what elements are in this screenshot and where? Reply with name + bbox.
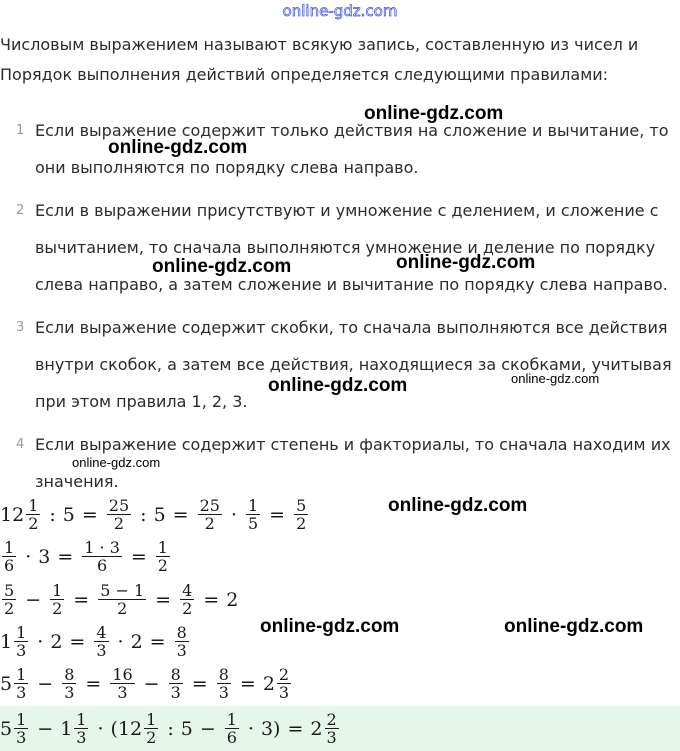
numerator: 8 [218, 665, 229, 684]
equals: = [57, 545, 74, 568]
number: 5 [153, 503, 166, 526]
denominator: 3 [16, 683, 27, 702]
operator: · [97, 717, 104, 740]
number: 2 [226, 588, 239, 611]
denominator: 2 [182, 599, 193, 618]
fraction [277, 666, 291, 701]
watermark: online-gdz.com [504, 616, 644, 637]
numerator: 5 [296, 496, 307, 515]
math-line-1 [0, 497, 310, 532]
rule-text: Если в выражении присутствуют и умножение с делением, и сложение с вычитанием, то сначала выполняются умножение и деление по порядку слева направо, а затем сложение и вычитание по порядку слева направо. [35, 201, 668, 294]
numerator: 8 [176, 623, 187, 642]
numerator: 1 [4, 538, 15, 557]
numerator: 2 [278, 665, 290, 684]
equals: = [269, 503, 286, 526]
rule-number: 2 [16, 203, 25, 218]
denominator: 6 [226, 728, 237, 747]
numerator: 1 [146, 710, 157, 729]
denominator: 2 [157, 556, 168, 575]
denominator: 6 [96, 556, 108, 575]
fraction [14, 624, 28, 659]
denominator: 2 [296, 514, 307, 533]
numerator: 8 [170, 665, 181, 684]
denominator: 3 [16, 641, 27, 660]
fraction [246, 497, 260, 532]
numerator: 16 [112, 665, 133, 684]
denominator: 2 [52, 599, 63, 618]
denominator: 3 [170, 683, 181, 702]
numerator: 1 [226, 710, 237, 729]
denominator: 3 [16, 728, 27, 747]
fraction [198, 497, 222, 532]
numerator: 5 [4, 581, 15, 600]
fraction [14, 711, 28, 746]
mixed-whole: 2 [310, 717, 323, 740]
operator: : [140, 503, 147, 526]
site-title[interactable]: online-gdz.com [282, 2, 398, 20]
fraction [2, 582, 16, 617]
mixed-whole: 1 [0, 630, 13, 653]
fraction [180, 582, 194, 617]
denominator: 3 [278, 683, 290, 702]
equals: = [239, 672, 256, 695]
equals: = [203, 588, 220, 611]
fraction [294, 497, 308, 532]
operator: · [37, 630, 44, 653]
equals: = [155, 588, 172, 611]
operator: − [25, 588, 42, 611]
rule-text: Если выражение содержит степень и факториалы, то сначала находим их значения. [35, 435, 671, 491]
denominator: 3 [218, 683, 229, 702]
numerator: 5 − 1 [100, 581, 145, 600]
denominator: 3 [176, 641, 187, 660]
denominator: 5 [247, 514, 259, 533]
numerator: 1 [157, 538, 168, 557]
operator: − [37, 717, 54, 740]
fraction [325, 711, 339, 746]
math-line-3 [0, 582, 238, 617]
fraction [62, 666, 76, 701]
rule-number: 1 [16, 123, 25, 138]
operator: − [37, 672, 54, 695]
rule-number: 3 [16, 320, 25, 335]
number: 2 [50, 630, 63, 653]
watermark: online-gdz.com [388, 495, 528, 516]
math-line-2 [0, 539, 172, 574]
watermark: online-gdz.com [268, 375, 408, 396]
watermark: online-gdz.com [108, 137, 248, 158]
fraction [74, 711, 88, 746]
watermark: online-gdz.com [511, 371, 600, 386]
numerator: 25 [108, 496, 130, 515]
denominator: 6 [4, 556, 15, 575]
number: 3) [260, 717, 281, 740]
denominator: 2 [117, 599, 128, 618]
mixed-whole: 5 [0, 672, 13, 695]
operator: : [49, 503, 56, 526]
numerator: 1 [76, 710, 87, 729]
mixed-whole: 12 [0, 503, 25, 526]
watermark: online-gdz.com [260, 616, 400, 637]
math-result-line [0, 706, 680, 751]
fraction [2, 539, 16, 574]
numerator: 1 [16, 710, 27, 729]
equals: = [149, 630, 166, 653]
rule-text: Если выражение содержит только действия на сложение и вычитание, то они выполняются по порядку слева направо. [35, 121, 669, 177]
intro-line-2: Порядок выполнения действий определяется следующими правилами: [0, 65, 609, 84]
denominator: 3 [76, 728, 87, 747]
mixed-whole: (12 [110, 717, 143, 740]
equals: = [73, 588, 90, 611]
fraction [225, 711, 239, 746]
numerator: 1 [247, 496, 259, 515]
fraction [50, 582, 64, 617]
fraction [110, 666, 134, 701]
fraction [169, 666, 183, 701]
numerator: 1 · 3 [84, 538, 120, 557]
math-line-4 [0, 624, 191, 659]
numerator: 1 [52, 581, 63, 600]
fraction [144, 711, 158, 746]
fraction [26, 497, 40, 532]
fraction [94, 624, 108, 659]
denominator: 3 [326, 728, 337, 747]
fraction [217, 666, 231, 701]
denominator: 2 [28, 514, 39, 533]
fraction [14, 666, 28, 701]
mixed-whole: 5 [0, 717, 13, 740]
denominator: 3 [64, 683, 75, 702]
operator: − [199, 717, 216, 740]
denominator: 2 [204, 514, 215, 533]
equals: = [172, 503, 189, 526]
numerator: 8 [64, 665, 75, 684]
denominator: 2 [146, 728, 157, 747]
operator: : [167, 717, 174, 740]
intro-line-1: Числовым выражением называют всякую запись, составленную из чисел и [0, 35, 639, 54]
numerator: 2 [326, 710, 337, 729]
watermark: online-gdz.com [364, 103, 504, 124]
mixed-whole: 2 [262, 672, 275, 695]
fraction [175, 624, 189, 659]
number: 5 [180, 717, 193, 740]
denominator: 2 [4, 599, 15, 618]
operator: · [25, 545, 32, 568]
numerator: 1 [16, 665, 27, 684]
operator: − [143, 672, 160, 695]
rule-text: Если выражение содержит скобки, то сначала выполняются все действия внутри скобок, а затем все действия, находящиеся за скобками, учитывая при этом правила 1, 2, 3. [35, 318, 672, 411]
operator: · [230, 503, 237, 526]
denominator: 2 [113, 514, 125, 533]
operator: · [117, 630, 124, 653]
math-line-5 [0, 666, 293, 701]
denominator: 3 [117, 683, 128, 702]
numerator: 1 [28, 496, 39, 515]
mixed-whole: 1 [60, 717, 73, 740]
watermark: online-gdz.com [396, 252, 536, 273]
watermark: online-gdz.com [152, 256, 292, 277]
denominator: 3 [96, 641, 107, 660]
number: 5 [62, 503, 75, 526]
number: 2 [130, 630, 143, 653]
watermark: online-gdz.com [72, 455, 161, 470]
numerator: 4 [182, 581, 193, 600]
equals: = [85, 672, 102, 695]
numerator: 25 [199, 496, 220, 515]
equals: = [69, 630, 86, 653]
fraction [82, 539, 122, 574]
equals: = [287, 717, 304, 740]
fraction [156, 539, 170, 574]
operator: · [247, 717, 254, 740]
fraction [107, 497, 131, 532]
equals: = [81, 503, 98, 526]
equals: = [191, 672, 208, 695]
number: 3 [38, 545, 51, 568]
equals: = [130, 545, 147, 568]
rule-number: 4 [16, 437, 25, 452]
numerator: 4 [96, 623, 107, 642]
fraction [98, 582, 146, 617]
numerator: 1 [16, 623, 27, 642]
